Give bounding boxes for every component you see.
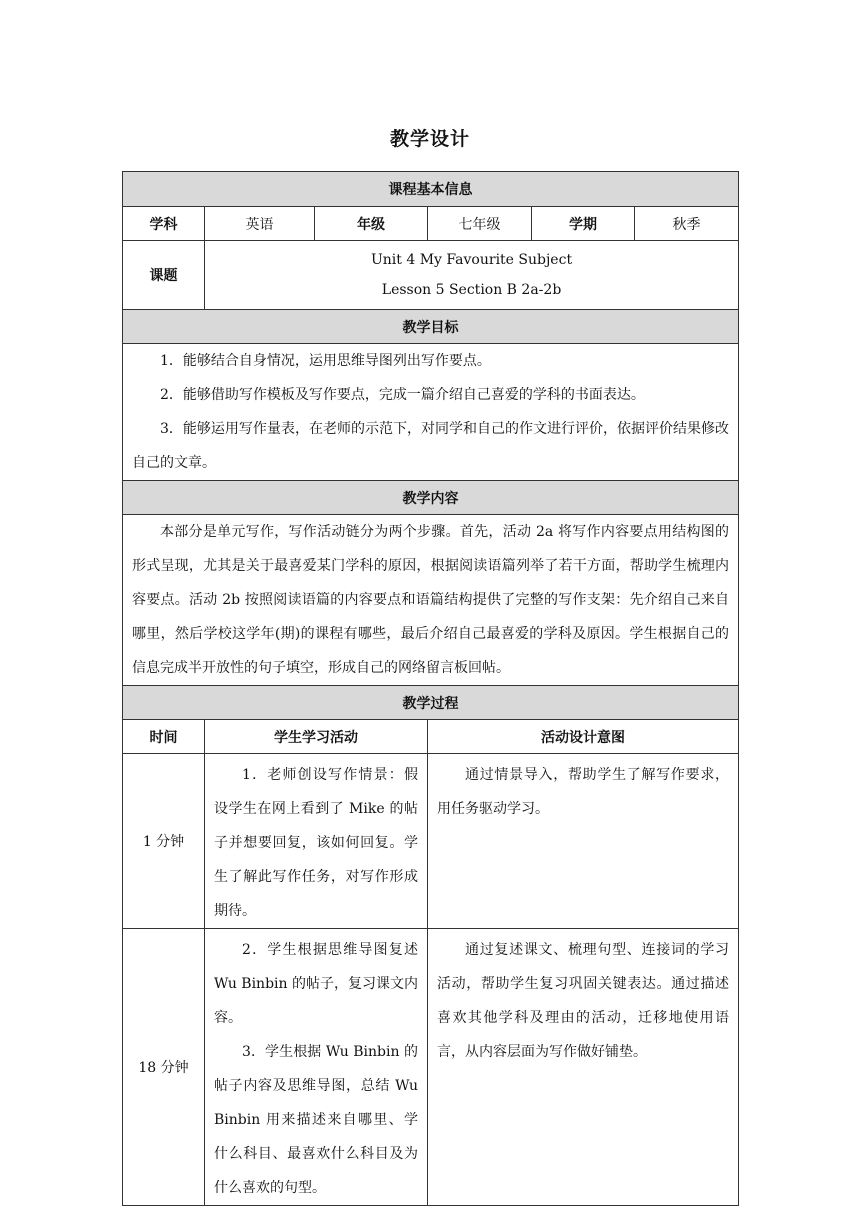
process-header-intent: 活动设计意图 xyxy=(428,720,739,754)
objective-item: 2．能够借助写作模板及写作要点，完成一篇介绍自己喜爱的学科的书面表达。 xyxy=(160,387,645,403)
process-row-activities xyxy=(205,929,428,1206)
objective-item: 3．能够运用写作量表，在老师的示范下，对同学和自己的作文进行评价，依据评价结果修改自己的文章。 xyxy=(132,421,730,471)
page-title: 教学设计 xyxy=(389,128,470,150)
subject-label: 学科 xyxy=(123,207,205,241)
topic-label: 课题 xyxy=(123,241,205,310)
topic-value xyxy=(205,241,739,310)
process-row-time: 1 分钟 xyxy=(123,754,205,929)
section-basic-info: 课程基本信息 xyxy=(123,172,739,207)
content-paragraph: 本部分是单元写作，写作活动链分为两个步骤。首先，活动 2a 将写作内容要点用结构图的形式呈现，尤其是关于最喜爱某门学科的原因，根据阅读语篇列举了若干方面，帮助学生梳理内容要点。活动 2b 按照阅读语篇的内容要点和语篇结构提供了完整的写作支架：先介绍自己来自哪里，然后学校这学年(期)的课程有哪些，最后介绍自己最喜爱的学科及原因。学生根据自己的信息完成半开放性的句子填空，形成自己的网络留言板回帖。 xyxy=(132,524,730,676)
objectives-list xyxy=(123,344,739,481)
process-row-intent xyxy=(428,929,739,1206)
activity-item: 2．学生根据思维导图复述 Wu Binbin 的帖子，复习课文内容。 xyxy=(214,942,418,1026)
section-process: 教学过程 xyxy=(123,686,739,720)
section-content: 教学内容 xyxy=(123,481,739,515)
objective-item: 1．能够结合自身情况，运用思维导图列出写作要点。 xyxy=(160,353,491,369)
process-header-activities: 学生学习活动 xyxy=(205,720,428,754)
subject-value: 英语 xyxy=(205,207,315,241)
content-cell xyxy=(123,515,739,686)
grade-label: 年级 xyxy=(315,207,428,241)
lesson-plan-table xyxy=(122,171,739,1206)
grade-value: 七年级 xyxy=(428,207,532,241)
topic-line-2: Lesson 5 Section B 2a-2b xyxy=(381,282,562,298)
process-row-intent xyxy=(428,754,739,929)
activity-item: 1．老师创设写作情景：假设学生在网上看到了 Mike 的帖子并想要回复，该如何回复。学生了解此写作任务，对写作形成期待。 xyxy=(214,767,418,919)
term-label: 学期 xyxy=(532,207,635,241)
intent-text: 通过情景导入，帮助学生了解写作要求，用任务驱动学习。 xyxy=(437,767,730,817)
intent-text: 通过复述课文、梳理句型、连接词的学习活动，帮助学生复习巩固关键表达。通过描述喜欢其他学科及理由的活动，迁移地使用语言，从内容层面为写作做好铺垫。 xyxy=(437,942,730,1060)
process-header-time: 时间 xyxy=(123,720,205,754)
topic-line-1: Unit 4 My Favourite Subject xyxy=(370,252,573,268)
section-objectives: 教学目标 xyxy=(123,310,739,344)
activity-item: 3．学生根据 Wu Binbin 的帖子内容及思维导图，总结 Wu Binbin 用来描述来自哪里、学什么科目、最喜欢什么科目及为什么喜欢的句型。 xyxy=(214,1044,418,1196)
term-value: 秋季 xyxy=(635,207,739,241)
process-row-time: 18 分钟 xyxy=(123,929,205,1206)
process-row-activities xyxy=(205,754,428,929)
